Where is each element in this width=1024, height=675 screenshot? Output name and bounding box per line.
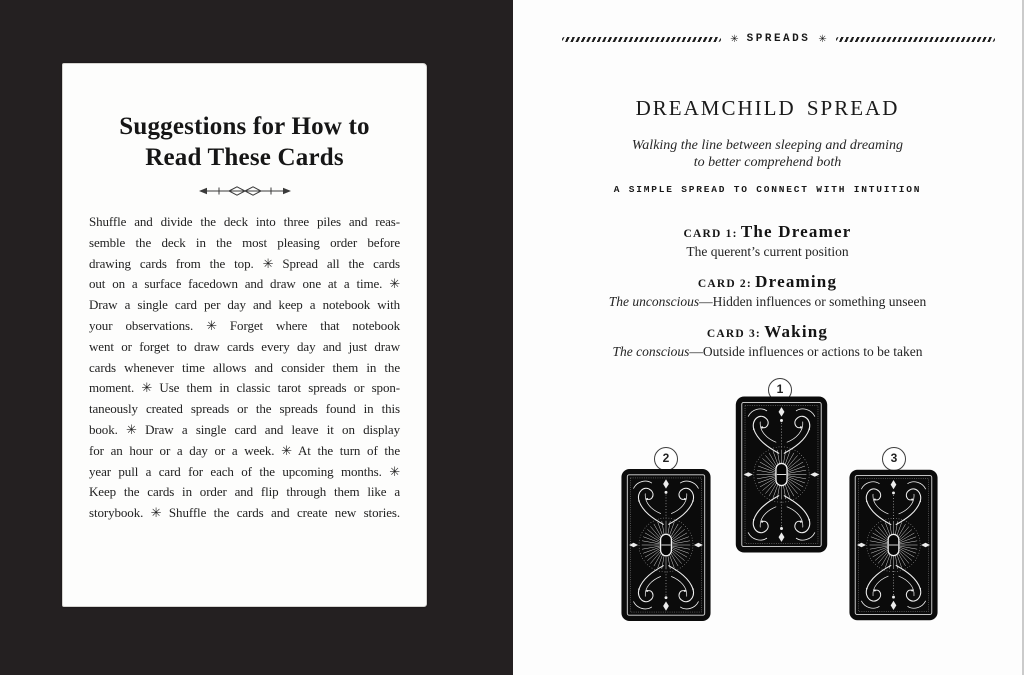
divider-ornament-icon [197,184,293,198]
card-number-badge: 1 [768,378,792,402]
left-page-sheet [62,63,427,607]
body-line: for an hour or a day or a week. ✳ At the turn of the [89,442,400,458]
spread-subtitle-line1: Walking the line between sleeping and dreaming [631,138,904,153]
card-description-rest: —Outside influences or actions to be taken [689,344,923,359]
card-name: Waking [764,322,829,341]
body-line: out on a surface facedown and draw one at a time. ✳ [89,276,400,292]
running-head-text: SPREADS [746,33,811,45]
card-name: The Dreamer [740,222,852,241]
body-line: moment. ✳ Use them in classic tarot spreads or spon- [89,380,400,396]
right-page [513,0,1022,675]
card-description-rest: —Hidden influences or something unseen [699,294,927,309]
card-description-lead: The conscious [612,344,690,359]
body-line: Shuffle and divide the deck into three piles and reas- [89,214,400,229]
spread-subtitle-line2: to better comprehend both [693,155,842,170]
card-name: Dreaming [755,272,838,291]
body-line: storybook. ✳ Shuffle the cards and create new stories. [89,505,400,521]
card-label: CARD 1: [683,228,738,240]
spread-tagline: A SIMPLE SPREAD TO CONNECT WITH INTUITION [613,184,922,195]
body-line: went or forget to draw cards every day and just draw [89,338,400,354]
card-description-rest: The querent’s current position [686,244,849,259]
card-label: CARD 3: [706,328,761,340]
card-label: CARD 2: [697,278,752,290]
tarot-card-back-3 [849,465,938,625]
body-line: book. ✳ Draw a single card and leave it on display [89,421,400,437]
body-text [63,212,426,524]
tarot-card-back-2 [621,465,711,625]
card-number-badge: 3 [882,447,906,471]
tarot-card-back-1 [734,396,829,553]
page-title-line2: Read These Cards [145,144,344,171]
spread-diagram [513,0,1022,675]
spread-title: DREAMCHILD SPREAD [635,96,900,120]
body-line: semble the deck in the most pleasing order before [89,234,400,250]
body-line: drawing cards from the top. ✳ Spread all the cards [89,255,400,271]
body-line: year pull a card for each of the upcoming months. ✳ [89,463,400,479]
card-description-lead: The unconscious [608,294,700,309]
page-title [63,111,426,173]
asterisk-icon: ✳ [730,33,739,45]
asterisk-icon: ✳ [818,33,827,45]
body-line: taneously created spreads or the spreads found in this [89,401,400,417]
page-title-line1: Suggestions for How to [119,113,370,140]
body-line: Keep the cards in order and flip through them like a [89,484,400,500]
body-line: your observations. ✳ Forget where that notebook [89,317,400,333]
body-line: cards whenever time allows and consider them in the [89,359,400,375]
body-line: Draw a single card per day and keep a notebook with [89,297,400,313]
card-number-badge: 2 [654,447,678,471]
